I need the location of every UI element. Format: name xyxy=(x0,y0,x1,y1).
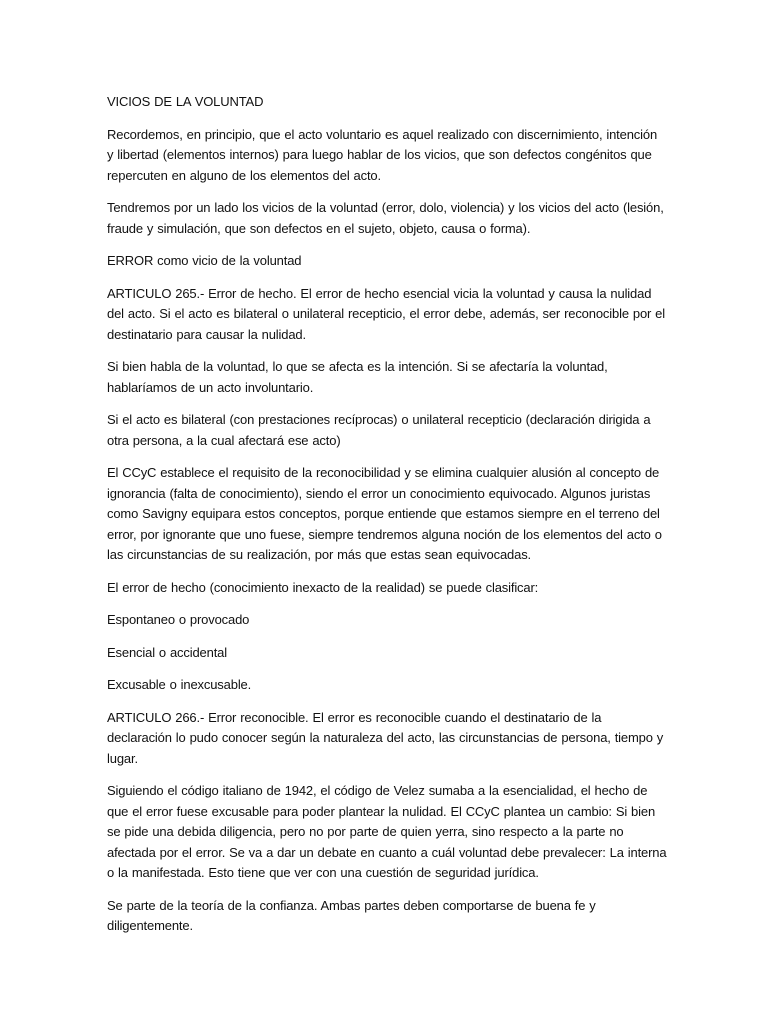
paragraph-clasificacion: El error de hecho (conocimiento inexacto de la realidad) se puede clasificar: xyxy=(107,579,539,595)
paragraph-intencion: Si bien habla de la voluntad, lo que se afecta es la intención. Si se afectaría la voluntad, hablaríamos de un acto involuntario. xyxy=(107,359,608,395)
paragraph-vicios-types: Tendremos por un lado los vicios de la voluntad (error, dolo, violencia) y los vicios del acto (lesión, fraude y simulación, que son defectos en el sujeto, objeto, causa o forma). xyxy=(107,200,664,236)
paragraph-article-265: ARTICULO 265.- Error de hecho. El error de hecho esencial vicia la voluntad y causa la nulidad del acto. Si el acto es bilateral o unilateral recepticio, el error debe, además, ser reconocible por el destinatario para causar la nulidad. xyxy=(107,285,665,342)
document-body xyxy=(107,92,667,949)
paragraph-codigo-italiano: Siguiendo el código italiano de 1942, el código de Velez sumaba a la esencialidad, el hecho de que el error fuese excusable para poder plantear la nulidad. El CCyC plantea un cambio: Si bien se pide una debida diligencia, pero no por parte de quien yerra, sino respecto a la parte no afectada por el error. Se va a dar un debate en cuanto a cuál voluntad debe prevalecer: La interna o la manifestada. Esto tiene que ver con una cuestión de seguridad jurídica. xyxy=(107,783,667,880)
document-title: VICIOS DE LA VOLUNTAD xyxy=(107,94,264,109)
section-heading-error: ERROR como vicio de la voluntad xyxy=(107,253,302,268)
list-item-esencial: Esencial o accidental xyxy=(107,644,227,660)
paragraph-bilateral: Si el acto es bilateral (con prestaciones recíprocas) o unilateral recepticio (declaración dirigida a otra persona, a la cual afectará ese acto) xyxy=(107,412,651,448)
paragraph-teoria-confianza: Se parte de la teoría de la confianza. Ambas partes deben comportarse de buena fe y diligentemente. xyxy=(107,897,596,933)
paragraph-intro: Recordemos, en principio, que el acto voluntario es aquel realizado con discernimiento, intención y libertad (elementos internos) para luego hablar de los vicios, que son defectos congénitos que repercuten en alguno de los elementos del acto. xyxy=(107,126,658,183)
list-item-espontaneo: Espontaneo o provocado xyxy=(107,612,250,627)
list-item-excusable: Excusable o inexcusable. xyxy=(107,677,252,692)
paragraph-ccyc-reconocibilidad: El CCyC establece el requisito de la reconocibilidad y se elimina cualquier alusión al concepto de ignorancia (falta de conocimiento), siendo el error un conocimiento equivocado. Algunos juristas como Savigny equipara estos conceptos, porque entiende que estamos siempre en el terreno del error, por ignorante que uno fuese, siempre tendremos alguna noción de los elementos del acto o las circunstancias de su realización, por más que estas sean equivocadas. xyxy=(107,465,662,562)
paragraph-article-266: ARTICULO 266.- Error reconocible. El error es reconocible cuando el destinatario de la declaración lo pudo conocer según la naturaleza del acto, las circunstancias de persona, tiempo y lugar. xyxy=(107,709,664,766)
